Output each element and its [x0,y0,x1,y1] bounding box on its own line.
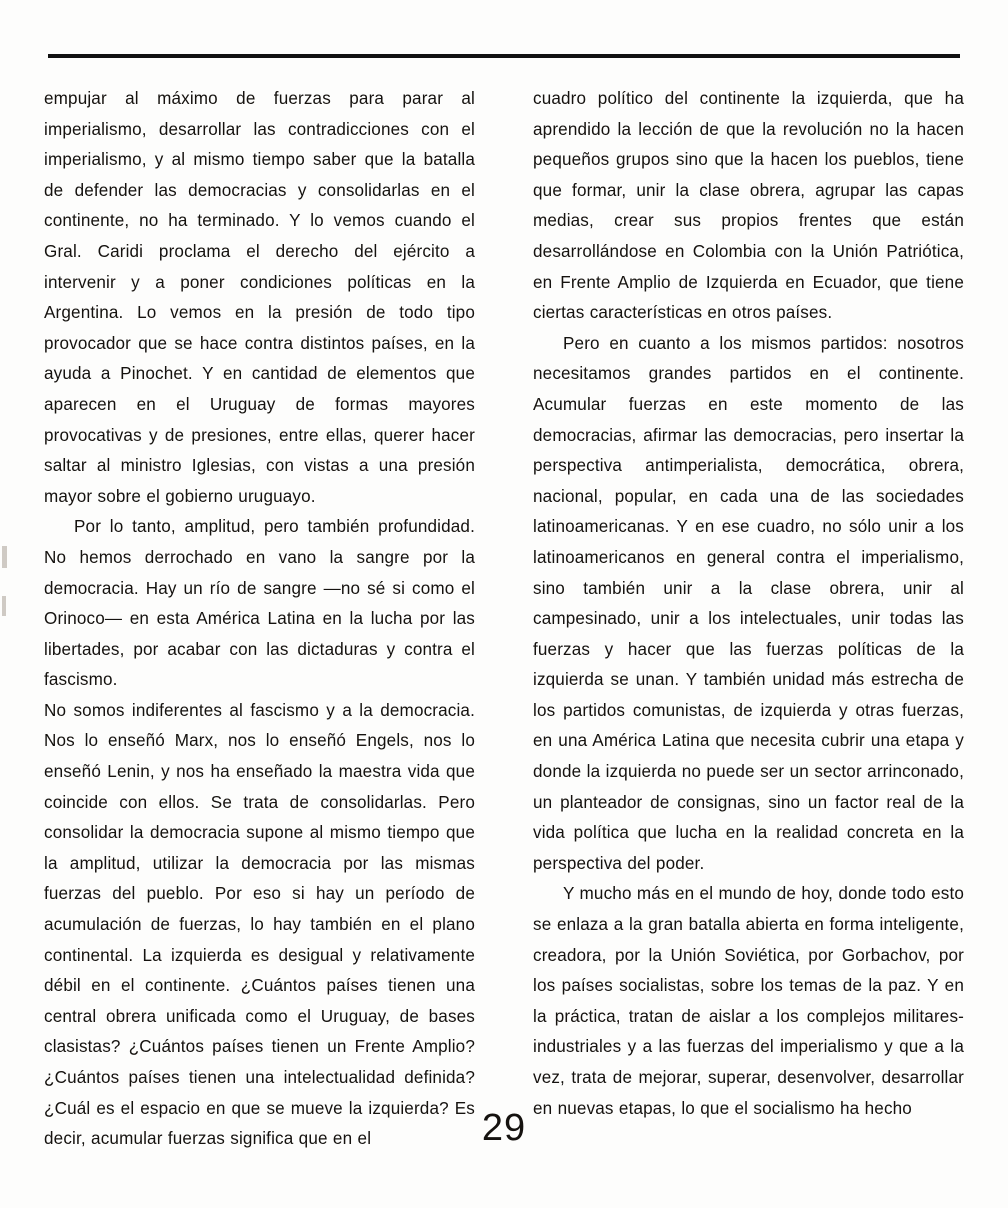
header-rule [48,54,960,58]
body-columns [44,84,964,1155]
paragraph: No somos indiferentes al fascismo y a la democracia. Nos lo enseñó Marx, nos lo enseñó Engels, nos lo enseñó Lenin, y nos ha enseñado la maestra vida que coincide con ellos. Se trata de consolidarlas. Pero consolidar la democracia supone al mismo tiempo que la amplitud, utilizar la democracia por las mismas fuerzas del pueblo. Por eso si hay un período de acumulación de fuerzas, lo hay también en el plano continental. La izquierda es desigual y relativamente débil en el continente. ¿Cuántos países tienen una central obrera unificada como el Uruguay, de bases clasistas? ¿Cuántos países tienen un Frente Amplio? ¿Cuántos países tienen una intelectualidad definida? ¿Cuál es el espacio en que se mueve la izquierda? Es decir, acumular fuerzas significa que en el [44,700,475,1149]
paragraph: Y mucho más en el mundo de hoy, donde todo esto se enlaza a la gran batalla abierta en forma inteligente, creadora, por la Unión Soviética, por Gorbachov, por los países socialistas, sobre los temas de la paz. Y en la práctica, tratan de aislar a los complejos militares-industriales y a las fuerzas del imperialismo y que a la vez, trata de mejorar, superar, desenvolver, desarrollar en nuevas etapas, lo que el socialismo ha hecho [533,884,964,1118]
left-column [44,84,475,1155]
paragraph: Por lo tanto, amplitud, pero también profundidad. No hemos derrochado en vano la sangre por la democracia. Hay un río de sangre —no sé si como el Orinoco— en esta América Latina en la lucha por las libertades, por acabar con las dictaduras y contra el fascismo. [44,517,475,690]
page-edge-artifact [2,596,6,616]
page-edge-artifact [2,546,7,568]
paragraph: Pero en cuanto a los mismos partidos: nosotros necesitamos grandes partidos en el continente. Acumular fuerzas en este momento de las democracias, afirmar las democracias, pero insertar la perspectiva antimperialista, democrática, obrera, nacional, popular, en cada una de las sociedades latinoamericanas. Y en ese cuadro, no sólo unir a los latinoamericanos en general contra el imperialismo, sino también unir a la clase obrera, unir al campesinado, unir a los intelectuales, unir todas las fuerzas y hacer que las fuerzas políticas de la izquierda se unan. Y también unidad más estrecha de los partidos comunistas, de izquierda y otras fuerzas, en una América Latina que necesita cubrir una etapa y donde la izquierda no puede ser un sector arrinconado, un planteador de consignas, sino un factor real de la vida política que lucha en la realidad concreta en la perspectiva del poder. [533,333,964,873]
page-number: 29 [481,1107,527,1149]
paragraph: empujar al máximo de fuerzas para parar al imperialismo, desarrollar las contradicciones con el imperialismo, y al mismo tiempo saber que la batalla de defender las democracias y consolidarlas en el continente, no ha terminado. Y lo vemos cuando el Gral. Caridi proclama el derecho del ejército a intervenir y a poner condiciones políticas en la Argentina. Lo vemos en la presión de todo tipo provocador que se hace contra distintos países, en la ayuda a Pinochet. Y en cantidad de elementos que aparecen en el Uruguay de formas mayores provocativas y de presiones, entre ellas, querer hacer saltar al ministro Iglesias, con vistas a una presión mayor sobre el gobierno uruguayo. [44,89,475,506]
right-column [533,84,964,1155]
paragraph: cuadro político del continente la izquierda, que ha aprendido la lección de que la revolución no la hacen pequeños grupos sino que la hacen los pueblos, tiene que formar, unir la clase obrera, agrupar las capas medias, crear sus propios frentes que están desarrollándose en Colombia con la Unión Patriótica, en Frente Amplio de Izquierda en Ecuador, que tiene ciertas características en otros países. [533,89,964,323]
